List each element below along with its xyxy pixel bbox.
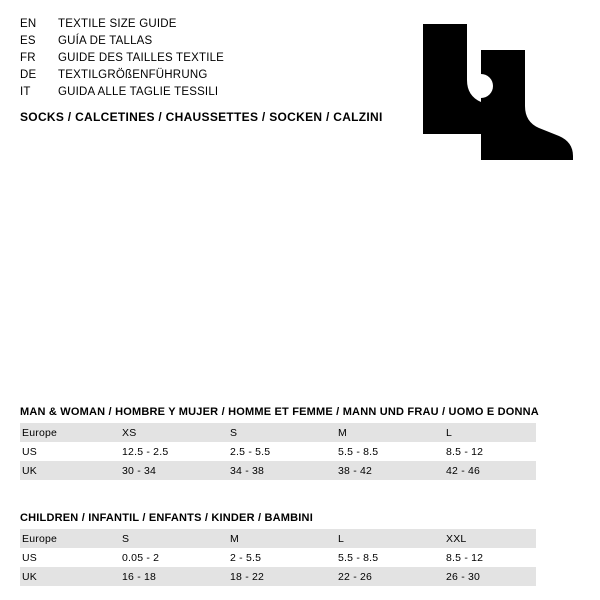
language-code: EN — [20, 18, 37, 30]
language-code: FR — [20, 52, 36, 64]
table-row — [20, 529, 536, 548]
language-row — [20, 33, 400, 50]
table-cell: 8.5 - 12 — [446, 551, 484, 564]
table-section-man-woman — [20, 406, 580, 480]
language-label: GUIDE DES TAILLES TEXTILE — [58, 52, 225, 64]
table-cell: US — [22, 445, 37, 458]
table-cell: M — [224, 529, 332, 548]
language-code: ES — [20, 35, 36, 47]
table-title: MAN & WOMAN / HOMBRE Y MUJER / HOMME ET FEMME / MANN UND FRAU / UOMO E DONNA — [20, 406, 539, 418]
table-cell: UK — [20, 567, 116, 586]
table-cell: Europe — [20, 529, 116, 548]
table-cell: 5.5 - 8.5 — [338, 551, 379, 564]
language-row — [20, 16, 400, 33]
table-cell: 2 - 5.5 — [230, 551, 262, 564]
table-cell: S — [116, 529, 224, 548]
language-row — [20, 67, 400, 84]
table-section-children — [20, 512, 580, 586]
table-cell: L — [332, 529, 440, 548]
language-code: IT — [20, 86, 31, 98]
table-row — [20, 423, 536, 442]
table-cell: XXL — [440, 529, 536, 548]
table-cell: 16 - 18 — [116, 567, 224, 586]
table-cell: L — [440, 423, 536, 442]
table-cell: S — [224, 423, 332, 442]
table-title: CHILDREN / INFANTIL / ENFANTS / KINDER / BAMBINI — [20, 512, 313, 524]
table-cell: 12.5 - 2.5 — [122, 445, 169, 458]
size-table-children — [20, 529, 536, 586]
table-cell: Europe — [20, 423, 116, 442]
product-category-title: SOCKS / CALCETINES / CHAUSSETTES / SOCKEN / CALZINI — [20, 110, 383, 124]
language-row — [20, 84, 400, 101]
language-code: DE — [20, 69, 37, 81]
table-row — [20, 461, 536, 480]
language-label: GUIDA ALLE TAGLIE TESSILI — [58, 86, 219, 98]
language-label: GUÍA DE TALLAS — [58, 35, 153, 47]
table-cell: 26 - 30 — [440, 567, 536, 586]
size-table-man-woman — [20, 423, 536, 480]
table-row — [20, 567, 536, 586]
table-cell: 22 - 26 — [332, 567, 440, 586]
table-cell: 38 - 42 — [332, 461, 440, 480]
table-cell: 18 - 22 — [224, 567, 332, 586]
table-cell: 34 - 38 — [224, 461, 332, 480]
table-cell: 8.5 - 12 — [446, 445, 484, 458]
table-cell: 2.5 - 5.5 — [230, 445, 271, 458]
language-row — [20, 50, 400, 67]
table-cell: UK — [20, 461, 116, 480]
table-cell: XS — [116, 423, 224, 442]
language-label: TEXTILE SIZE GUIDE — [58, 18, 177, 30]
language-label: TEXTILGRÖßENFÜHRUNG — [58, 69, 208, 81]
socks-illustration — [405, 18, 575, 168]
table-cell: M — [332, 423, 440, 442]
table-cell: 5.5 - 8.5 — [338, 445, 379, 458]
table-cell: 0.05 - 2 — [122, 551, 160, 564]
table-row — [20, 442, 536, 461]
language-list — [20, 16, 400, 101]
table-row — [20, 548, 536, 567]
table-cell: 30 - 34 — [116, 461, 224, 480]
table-cell: US — [22, 551, 37, 564]
table-cell: 42 - 46 — [440, 461, 536, 480]
